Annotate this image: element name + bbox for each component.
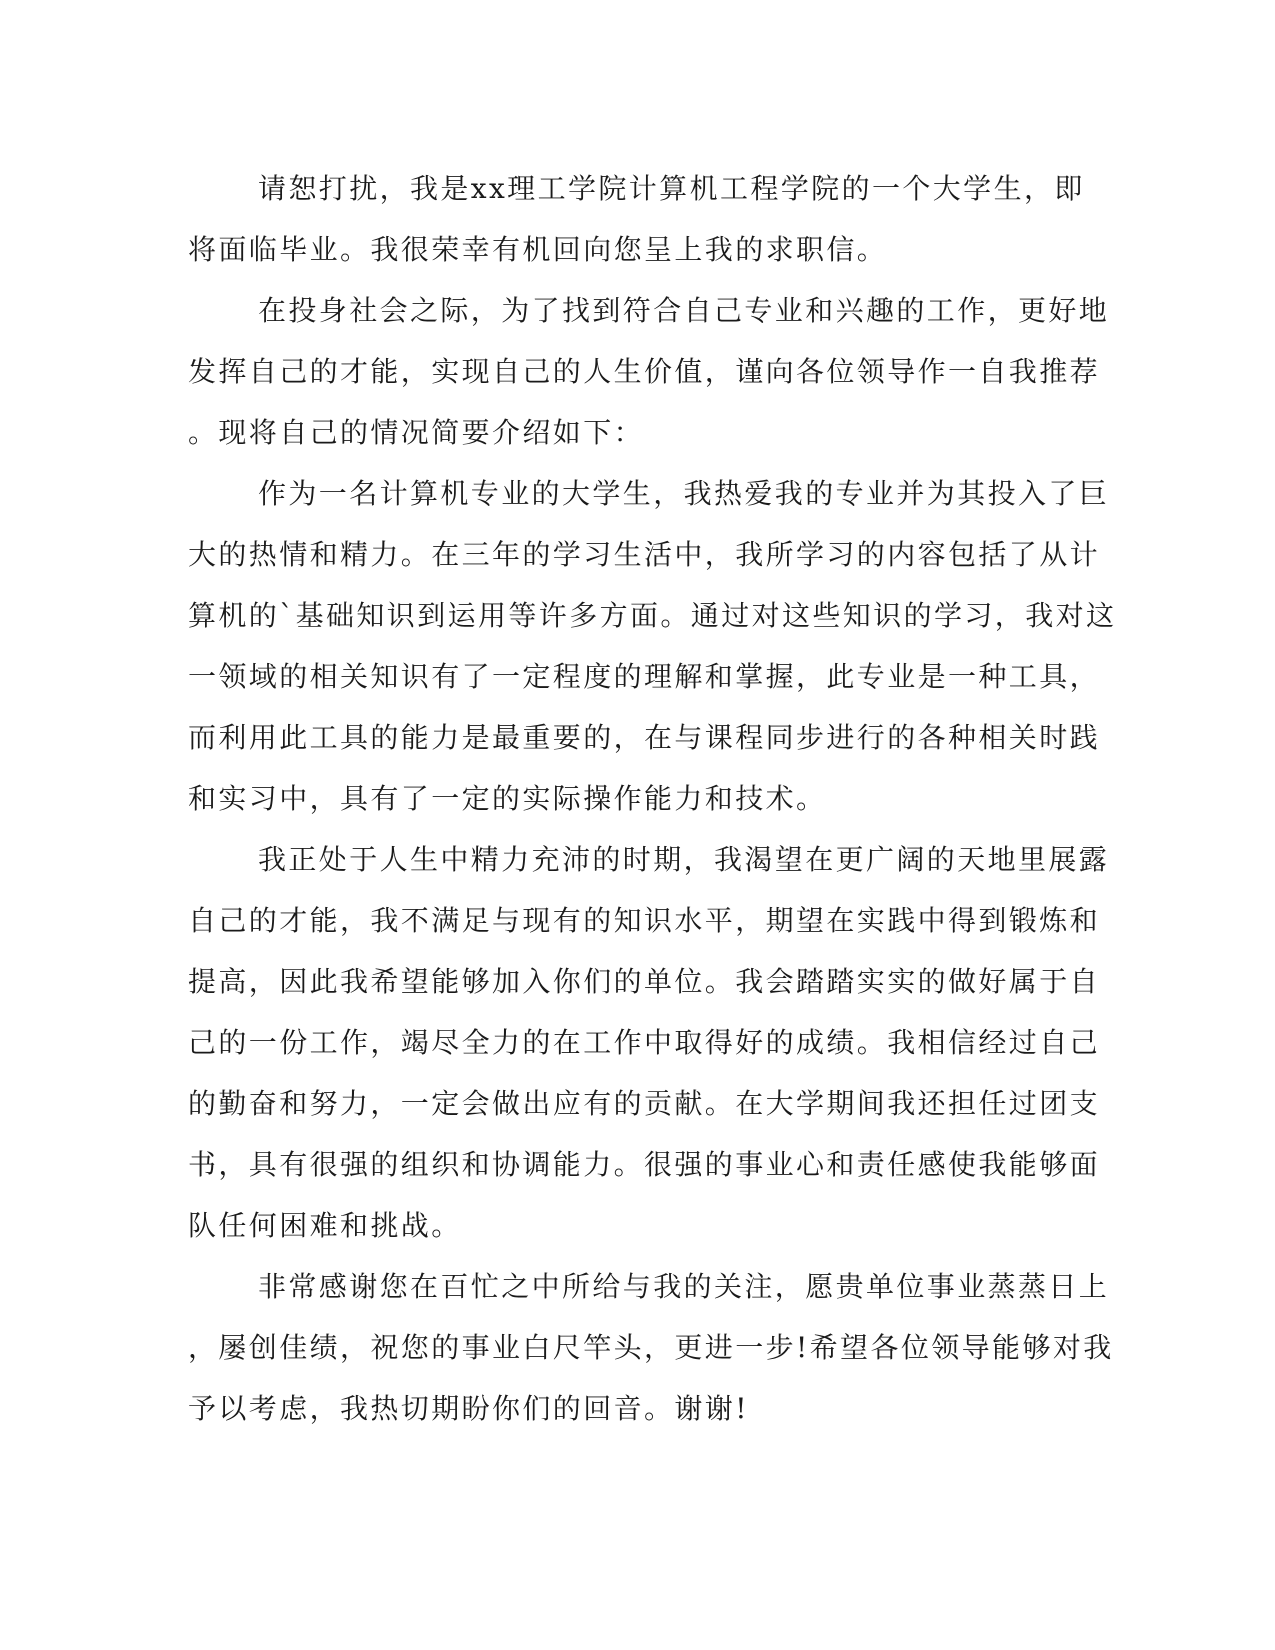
text-line: 的勤奋和努力，一定会做出应有的贡献。在大学期间我还担任过团支 (188, 1087, 1101, 1120)
text-line: 一领域的相关知识有了一定程度的理解和掌握，此专业是一种工具， (188, 660, 1101, 693)
text-line: 在投身社会之际，为了找到符合自己专业和兴趣的工作，更好地 (258, 294, 1110, 327)
paragraph-4 (188, 829, 1110, 1256)
text-line: 大的热情和精力。在三年的学习生活中，我所学习的内容包括了从计 (188, 538, 1101, 571)
text-line: 予以考虑，我热切期盼你们的回音。谢谢! (188, 1392, 749, 1425)
paragraph-5 (188, 1256, 1114, 1439)
paragraph-3 (188, 463, 1117, 829)
text-line: 作为一名计算机专业的大学生，我热爱我的专业并为其投入了巨 (258, 477, 1110, 510)
text-line: 我正处于人生中精力充沛的时期，我渴望在更广阔的天地里展露 (258, 843, 1110, 876)
text-line: ，屡创佳绩，祝您的事业白尺竿头，更进一步!希望各位领导能够对我 (188, 1331, 1114, 1364)
text-line: 提高，因此我希望能够加入你们的单位。我会踏踏实实的做好属于自 (188, 965, 1101, 998)
text-line: 己的一份工作，竭尽全力的在工作中取得好的成绩。我相信经过自己 (188, 1026, 1101, 1059)
text-line: 队任何困难和挑战。 (188, 1209, 462, 1242)
text-line: 非常感谢您在百忙之中所给与我的关注，愿贵单位事业蒸蒸日上 (258, 1270, 1110, 1303)
paragraph-1 (188, 158, 1085, 280)
text-line: 自己的才能，我不满足与现有的知识水平，期望在实践中得到锻炼和 (188, 904, 1101, 937)
text-line: 而利用此工具的能力是最重要的，在与课程同步进行的各种相关时践 (188, 721, 1101, 754)
text-line: 将面临毕业。我很荣幸有机回向您呈上我的求职信。 (188, 233, 888, 266)
paragraph-2 (188, 280, 1110, 463)
text-line: 书，具有很强的组织和协调能力。很强的事业心和责任感使我能够面 (188, 1148, 1101, 1181)
text-line: 发挥自己的才能，实现自己的人生价值，谨向各位领导作一自我推荐 (188, 355, 1101, 388)
text-line: 算机的`基础知识到运用等许多方面。通过对这些知识的学习，我对这 (188, 599, 1117, 632)
text-line: 请恕打扰，我是xx理工学院计算机工程学院的一个大学生，即 (258, 172, 1085, 205)
text-line: 。现将自己的情况简要介绍如下： (188, 416, 645, 449)
text-line: 和实习中，具有了一定的实际操作能力和技术。 (188, 782, 827, 815)
letter-body (188, 158, 1117, 1439)
